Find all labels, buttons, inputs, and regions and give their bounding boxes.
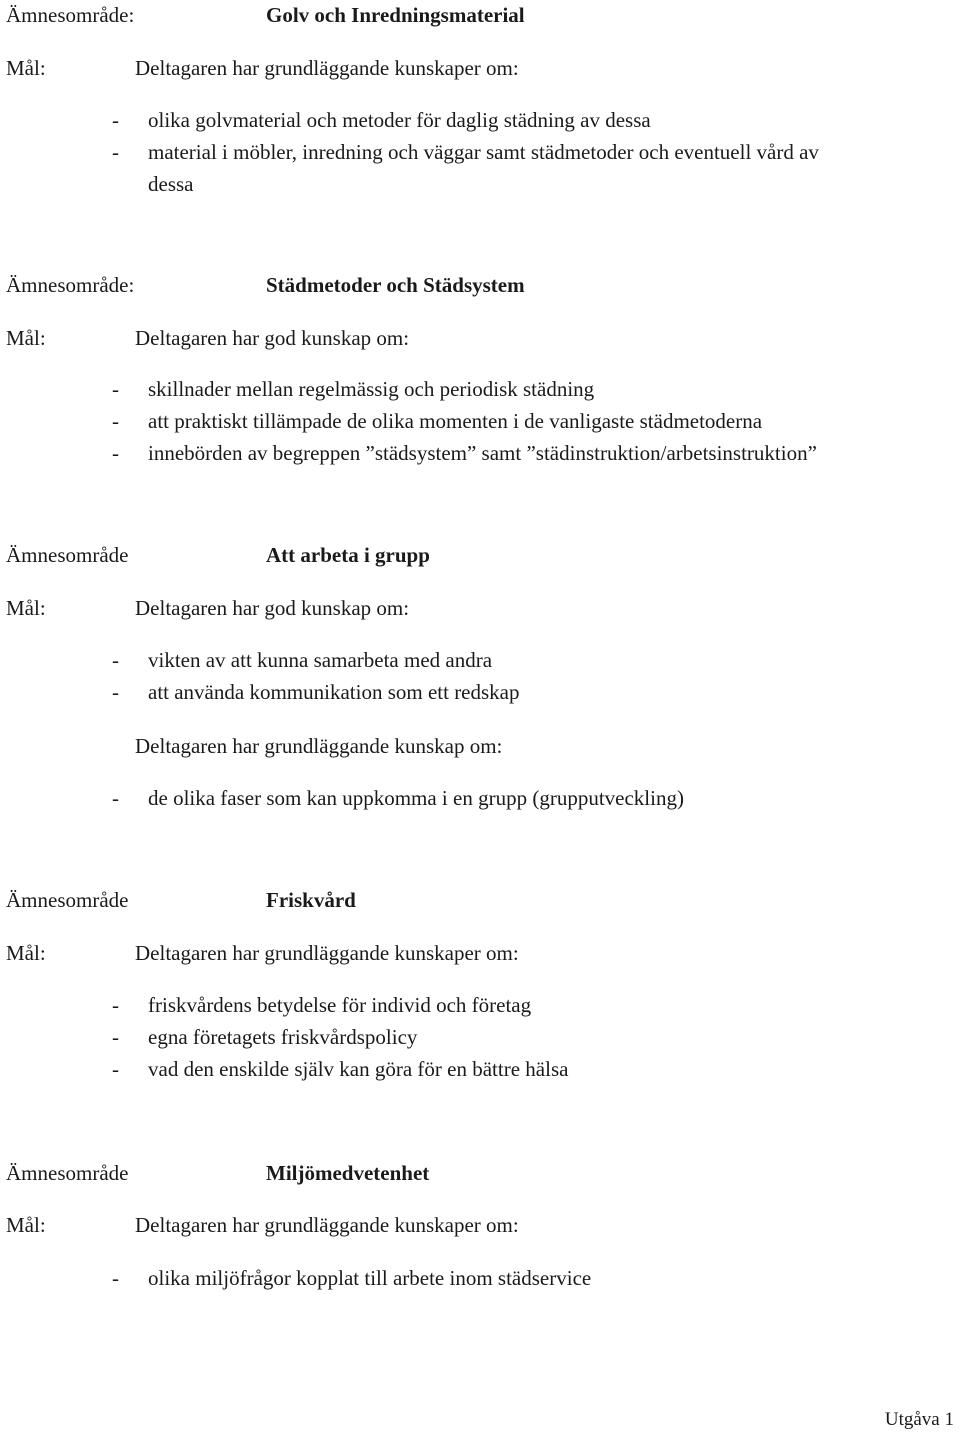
goal-intro: Deltagaren har grundläggande kunskaper om:: [135, 56, 519, 80]
list-item: att praktiskt tillämpade de olika momenten i de vanligaste städmetoderna: [148, 409, 763, 433]
section-title: Friskvård: [266, 888, 356, 912]
list-item: vikten av att kunna samarbeta med andra: [148, 648, 493, 672]
bullet-dash: -: [112, 377, 119, 401]
list-item-continuation: dessa: [148, 172, 194, 196]
goal-label: Mål:: [6, 56, 46, 80]
list-item: att använda kommunikation som ett redskap: [148, 680, 520, 704]
goal-intro: Deltagaren har god kunskap om:: [135, 596, 410, 620]
section-title: Att arbeta i grupp: [266, 543, 430, 567]
area-label: Ämnesområde:: [6, 273, 135, 297]
bullet-dash: -: [112, 409, 119, 433]
list-item: olika golvmaterial och metoder för daglig städning av dessa: [148, 108, 651, 132]
goal-label: Mål:: [6, 941, 46, 965]
bullet-dash: -: [112, 1025, 119, 1049]
bullet-dash: -: [112, 680, 119, 704]
bullet-dash: -: [112, 140, 119, 164]
area-label: Ämnesområde:: [6, 3, 135, 27]
goal-intro-secondary: Deltagaren har grundläggande kunskap om:: [135, 734, 503, 758]
list-item: egna företagets friskvårdspolicy: [148, 1025, 418, 1049]
bullet-dash: -: [112, 786, 119, 810]
goal-label: Mål:: [6, 596, 46, 620]
goal-label: Mål:: [6, 1213, 46, 1237]
list-item: innebörden av begreppen ”städsystem” samt ”städinstruktion/arbetsinstruktion”: [148, 441, 817, 465]
list-item: skillnader mellan regelmässig och periodisk städning: [148, 377, 595, 401]
area-label: Ämnesområde: [6, 1161, 129, 1185]
bullet-dash: -: [112, 1057, 119, 1081]
section-title: Miljömedvetenhet: [266, 1161, 430, 1185]
area-label: Ämnesområde: [6, 888, 129, 912]
bullet-dash: -: [112, 108, 119, 132]
list-item: vad den enskilde själv kan göra för en bättre hälsa: [148, 1057, 569, 1081]
list-item: de olika faser som kan uppkomma i en grupp (grupputveckling): [148, 786, 684, 810]
list-item: friskvårdens betydelse för individ och företag: [148, 993, 532, 1017]
bullet-dash: -: [112, 441, 119, 465]
goal-intro: Deltagaren har grundläggande kunskaper om:: [135, 1213, 519, 1237]
bullet-dash: -: [112, 993, 119, 1017]
section-title: Städmetoder och Städsystem: [266, 273, 525, 297]
bullet-dash: -: [112, 648, 119, 672]
area-label: Ämnesområde: [6, 543, 129, 567]
section-title: Golv och Inredningsmaterial: [266, 3, 525, 27]
edition-footer: Utgåva 1: [884, 1409, 954, 1430]
goal-intro: Deltagaren har god kunskap om:: [135, 326, 410, 350]
goal-intro: Deltagaren har grundläggande kunskaper om:: [135, 941, 519, 965]
list-item: olika miljöfrågor kopplat till arbete inom städservice: [148, 1266, 592, 1290]
bullet-dash: -: [112, 1266, 119, 1290]
goal-label: Mål:: [6, 326, 46, 350]
list-item: material i möbler, inredning och väggar samt städmetoder och eventuell vård av: [148, 140, 819, 164]
